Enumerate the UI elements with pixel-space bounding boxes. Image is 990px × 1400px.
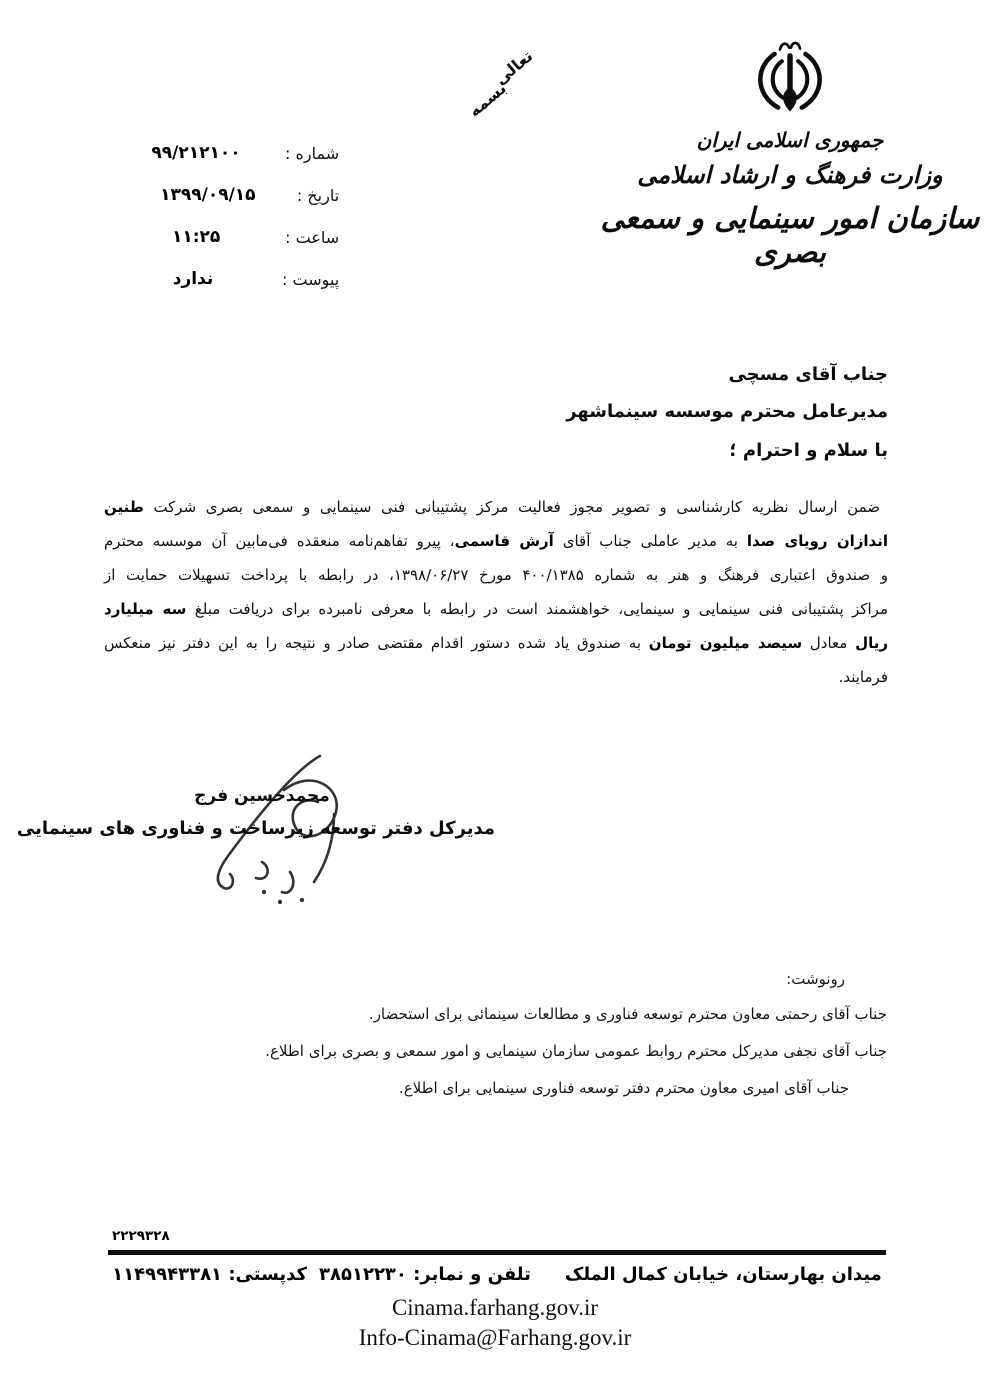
meta-label-number: شماره : [285,143,340,163]
letterhead-ministry: وزارت فرهنگ و ارشاد اسلامی [637,161,943,189]
body-line: مراکز پشتیبانی فنی سینمایی و سینمایی، خواهشمند است در رابطه با معرفی نامبرده برای دریافت مبلغ سه میلیارد [104,600,888,618]
letterhead-republic: جمهوری اسلامی ایران [696,128,884,152]
cc-list [265,1003,887,1114]
footer-address: میدان بهارستان، خیابان کمال الملک [564,1264,882,1285]
cc-heading: رونوشت: [786,970,845,988]
salutation: با سلام و احترام ؛ [729,440,888,461]
body-line: و صندوق اعتباری فرهنگ و هنر به شماره ۴۰۰/۱۳۸۵ مورخ ۱۳۹۸/۰۶/۲۷، در رابطه با پرداخت تسهیلات حمایت از [104,566,888,584]
footer-website: Cinama.farhang.gov.ir [391,1295,599,1320]
signer-name: محمدحسین فرج [194,786,330,806]
bismillah-word-besmeh: بسمه [464,78,510,121]
body-line: ضمن ارسال نظریه کارشناسی و تصویر مجوز فعالیت مرکز پشتیبانی فنی سینمایی و سمعی بصری شرکت طنین [104,498,880,516]
meta-label-date: تاریخ : [296,185,340,205]
meta-value-number: ۹۹/۲۱۲۱۰۰ [151,143,241,163]
recipient-name: جناب آقای مسچی [728,364,888,385]
footer-telephone: تلفن و نمابر: ۳۸۵۱۲۲۳۰ [319,1264,531,1285]
meta-value-time: ۱۱:۲۵ [171,227,221,247]
recipient-title: مدیرعامل محترم موسسه سینماشهر [566,401,888,422]
letter-meta [118,132,339,300]
recipient-block [566,356,888,430]
meta-label-time: ساعت : [285,227,340,247]
signer-title: مدیرکل دفتر توسعه زیرساخت و فناوری های سینمایی [16,818,496,839]
meta-label-attachment: پیوست : [282,269,340,289]
letterhead-organization: سازمان امور سینمایی و سمعی بصری [600,201,980,269]
footer-ref-number: ۲۲۲۹۳۲۸ [112,1228,170,1244]
body-line: اندازان رویای صدا به مدیر عاملی جناب آقای آرش قاسمی، پیرو تفاهم‌نامه منعقده فی‌مابین آن موسسه محترم [104,532,888,550]
meta-row-date [118,174,339,216]
meta-row-number [118,132,339,174]
bismillah-word-taali: تعالی [490,46,537,89]
meta-row-attachment [118,258,339,300]
letterhead [590,34,990,269]
meta-value-date: ۱۳۹۹/۰۹/۱۵ [160,185,256,205]
footer-email: Info-Cinama@Farhang.gov.ir [358,1325,632,1350]
cc-item: جناب آقای امیری معاون محترم دفتر توسعه فناوری سینمایی برای اطلاع. [398,1079,849,1097]
body-line: ریال معادل سیصد میلیون تومان به صندوق یاد شده دستور اقدام مقتضی صادر و نتیجه را به این دفتر نیز منعکس [104,634,888,652]
meta-row-time [118,216,339,258]
body-line: فرمایند. [838,668,888,686]
letter-body [104,490,888,694]
iran-emblem-icon [740,34,840,124]
footer-address-row [108,1264,886,1285]
cc-item: جناب آقای نجفی مدیرکل محترم روابط عمومی سازمان سینمایی و امور سمعی و بصری برای اطلاع. [265,1042,887,1060]
footer-divider [108,1250,886,1255]
meta-value-attachment: ندارد [172,269,214,289]
footer-postal-code: کدپستی: ۱۱۴۹۹۴۳۳۸۱ [112,1264,308,1285]
cc-item: جناب آقای رحمتی معاون محترم توسعه فناوری و مطالعات سینمائی برای استحضار. [368,1005,887,1023]
